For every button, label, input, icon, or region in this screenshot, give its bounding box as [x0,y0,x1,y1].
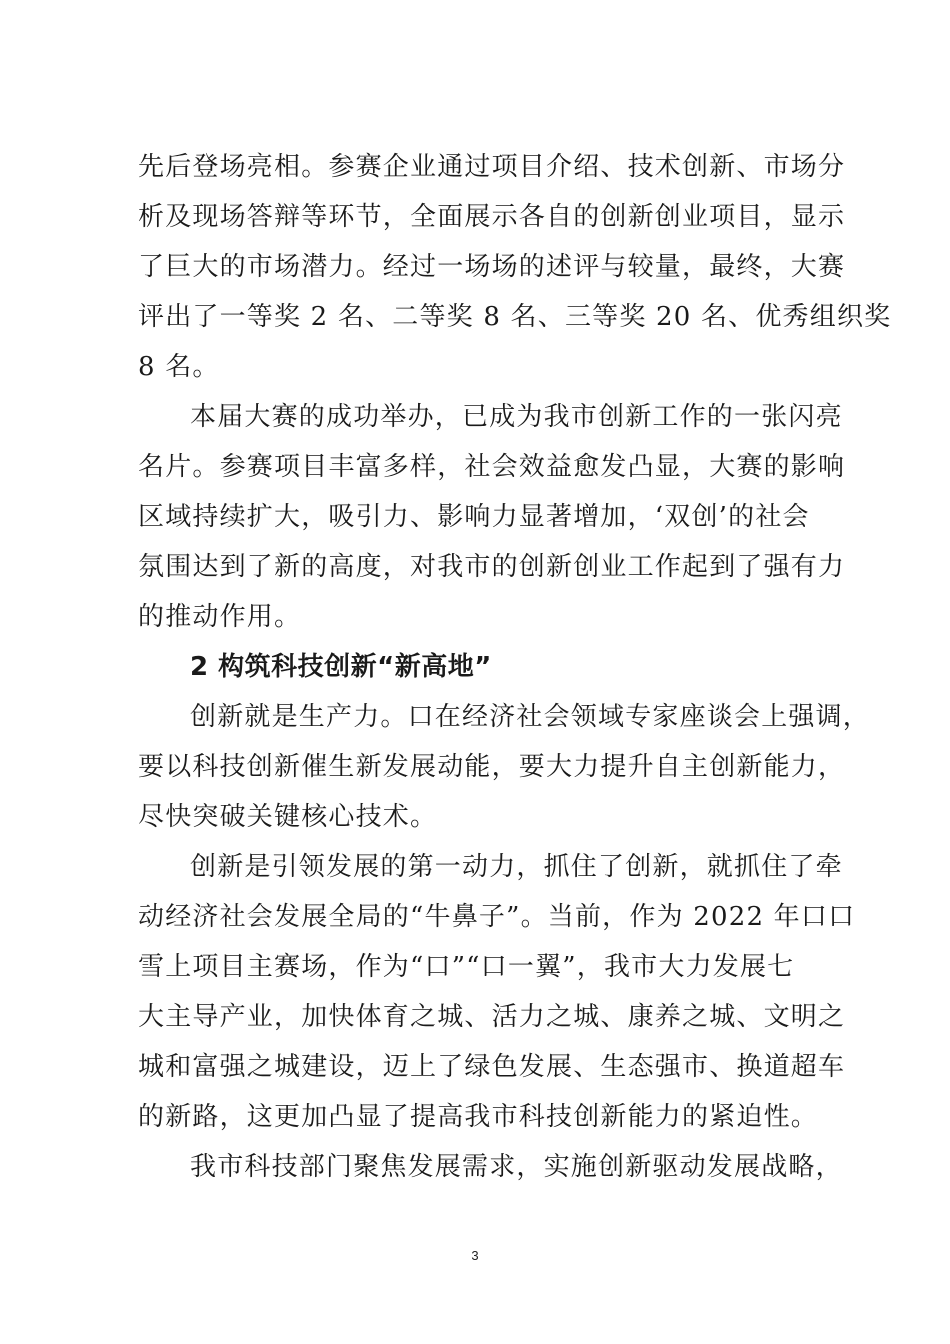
paragraph-line: 我市科技部门聚焦发展需求，实施创新驱动发展战略， [190,1152,843,1182]
paragraph-line: 本届大赛的成功举办，已成为我市创新工作的一张闪亮 [190,402,843,432]
paragraph-line: 大主导产业，加快体育之城、活力之城、康养之城、文明之 [138,1002,846,1032]
paragraph-line: 创新就是生产力。口在经济社会领域专家座谈会上强调， [190,702,871,732]
paragraph-line: 了巨大的市场潜力。经过一场场的述评与较量，最终，大赛 [138,252,846,282]
paragraph-line: 尽快突破关键核心技术。 [138,802,438,832]
paragraph-line: 要以科技创新催生新发展动能，要大力提升自主创新能力， [138,752,846,782]
paragraph-line: 动经济社会发展全局的“牛鼻子”。当前，作为 2022 年口口 [138,902,856,932]
section-heading: 2 构筑科技创新“新高地” [190,652,492,682]
paragraph-line: 8 名。 [138,352,220,382]
paragraph-line: 析及现场答辩等环节，全面展示各自的创新创业项目，显示 [138,202,846,232]
paragraph-line: 区域持续扩大，吸引力、影响力显著增加，‘双创’的社会 [138,502,810,532]
paragraph-line: 的推动作用。 [138,602,302,632]
paragraph-line: 的新路，这更加凸显了提高我市科技创新能力的紧迫性。 [138,1102,819,1132]
paragraph-line: 先后登场亮相。参赛企业通过项目介绍、技术创新、市场分 [138,152,846,182]
paragraph-line: 城和富强之城建设，迈上了绿色发展、生态强市、换道超车 [138,1052,846,1082]
paragraph-line: 氛围达到了新的高度，对我市的创新创业工作起到了强有力 [138,552,846,582]
paragraph-line: 创新是引领发展的第一动力，抓住了创新，就抓住了牵 [190,852,843,882]
paragraph-line: 雪上项目主赛场，作为“口”“口一翼”，我市大力发展七 [138,952,795,982]
page-number: 3 [471,1248,479,1263]
paragraph-line: 评出了一等奖 2 名、二等奖 8 名、三等奖 20 名、优秀组织奖 [138,302,892,332]
paragraph-line: 名片。参赛项目丰富多样，社会效益愈发凸显，大赛的影响 [138,452,846,482]
